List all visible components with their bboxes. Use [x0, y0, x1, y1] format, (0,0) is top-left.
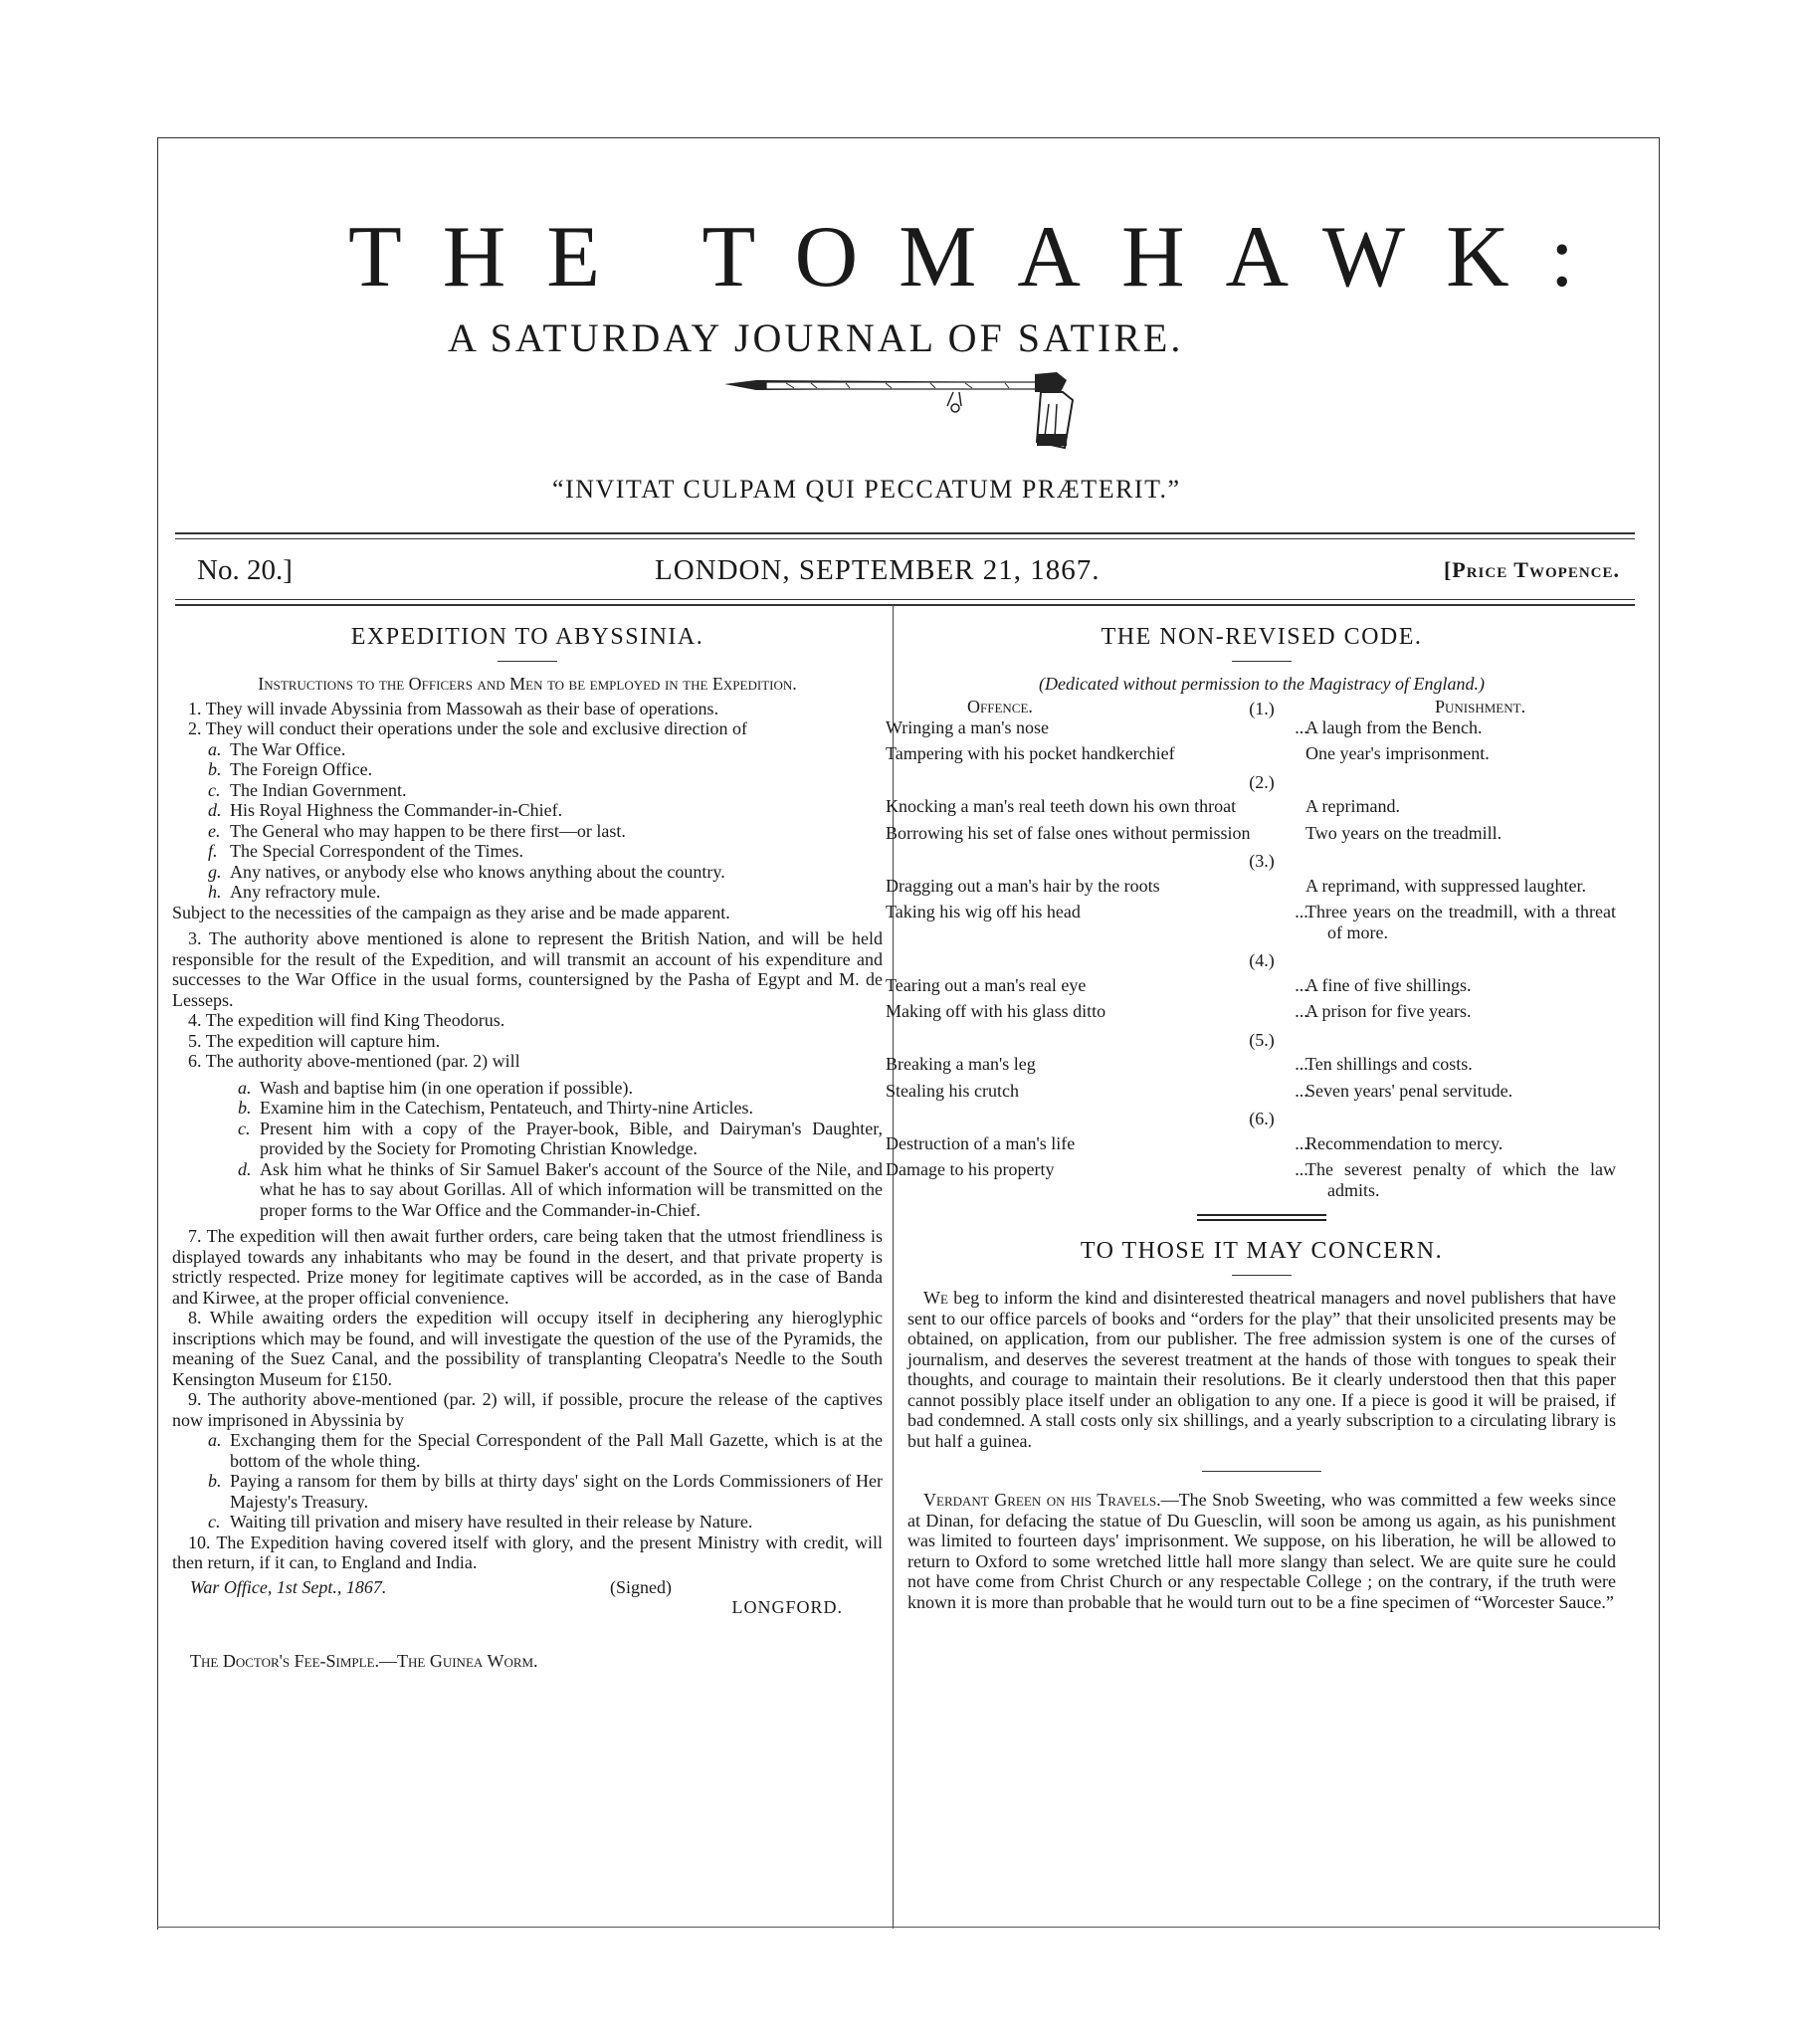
para-10: 10. The Expedition having covered itself with glory, and the present Ministry with credit, will then return, if it can, to England and India.	[172, 1532, 883, 1572]
punishment-text: Three years on the treadmill, with a threat of more.	[1305, 902, 1616, 942]
punishment-text: A fine of five shillings.	[1305, 974, 1472, 995]
bottom-rule	[157, 1927, 1660, 1928]
verdant-lead: Verdant Green on his Travels.	[923, 1490, 1161, 1510]
list-item-key: f.	[208, 841, 218, 861]
table-row	[907, 876, 1616, 897]
right-column	[886, 623, 1616, 1612]
signature-block	[172, 1577, 883, 1621]
punishment-text: Ten shillings and costs.	[1305, 1054, 1473, 1074]
offence-cell	[886, 902, 1276, 942]
table-row	[907, 1001, 1616, 1022]
table-row	[907, 975, 1616, 996]
list-item-key: b.	[208, 1471, 222, 1491]
list-item-key: d.	[238, 1158, 252, 1179]
punishment-cell	[1305, 1159, 1616, 1200]
punishment-text: Seven years' penal servitude.	[1305, 1080, 1513, 1101]
list-item-text: The Foreign Office.	[230, 759, 373, 779]
issue-number: No. 20.]	[197, 554, 293, 586]
double-rule	[1197, 1214, 1326, 1221]
article-heading-concern: TO THOSE IT MAY CONCERN.	[1080, 1238, 1444, 1264]
leader-cell: ...	[1295, 1080, 1308, 1101]
code-sections	[886, 697, 1616, 1201]
offence-cell	[886, 1054, 1276, 1075]
offence-text: Destruction of a man's life	[886, 1132, 1076, 1153]
offence-cell	[886, 716, 1276, 738]
list-item-key: h.	[208, 882, 222, 902]
code-table	[886, 1132, 1616, 1201]
subject-note: Subject to the necessities of the campaign as they arise and be made apparent.	[172, 902, 730, 922]
list-item-text: The Indian Government.	[230, 779, 407, 800]
offence-text: Damage to his property	[886, 1159, 1055, 1179]
punishment-cell	[1305, 716, 1616, 738]
signature-name: LONGFORD.	[731, 1596, 843, 1617]
punishment-cell	[1305, 974, 1616, 996]
list-item-key: d.	[208, 800, 222, 820]
list-item-key: c.	[238, 1118, 251, 1138]
leader-cell: ...	[1295, 974, 1308, 995]
punishment-cell	[1305, 796, 1616, 817]
offence-cell	[886, 1001, 1276, 1022]
table-row	[907, 717, 1616, 738]
para-7: 7. The expedition will then await further orders, care being taken that the utmost friendliness is displayed towards any inhabitants who may be found in the desert, and that private property is strictly respected. Prize money for legitimate captives will be accorded, as in the case of Banda and Kirwee, at the proper official convenience.	[172, 1226, 883, 1308]
table-row	[907, 743, 1616, 764]
punishment-cell	[1305, 1054, 1616, 1075]
list-item	[172, 1119, 883, 1159]
punishment-cell	[1305, 1001, 1616, 1022]
list-item	[172, 780, 883, 801]
punishment-header: Punishment.	[1435, 697, 1526, 716]
list-item	[172, 1471, 883, 1512]
list-item-text: Examine him in the Catechism, Pentateuch, and Thirty-nine Articles.	[260, 1098, 754, 1118]
punishment-cell	[1305, 1080, 1616, 1102]
dateline-rule	[175, 604, 1635, 606]
leader-cell: ...	[1295, 716, 1308, 737]
top-rule-thin	[175, 538, 1635, 539]
punishment-cell	[1305, 875, 1616, 897]
offence-cell	[886, 1159, 1276, 1200]
offence-cell	[886, 1132, 1276, 1154]
table-row	[907, 1159, 1616, 1200]
list-item	[172, 1098, 883, 1119]
section-number: (1.)	[1249, 698, 1275, 718]
offence-text: Wringing a man's nose	[886, 716, 1049, 737]
list-item-key: a.	[208, 1430, 222, 1450]
list-item	[172, 821, 883, 842]
list-item-key: a.	[238, 1077, 252, 1098]
dateline-rule-thin	[175, 599, 1635, 600]
list-item-text: Waiting till privation and misery have resulted in their release by Nature.	[230, 1512, 753, 1532]
punishment-text: A reprimand.	[1305, 796, 1400, 816]
para-8: 8. While awaiting orders the expedition will occupy itself in deciphering any hieroglyphic inscriptions which may be found, and will investigate the question of the use of the Pyramids, the meaning of the Suez Canal, and the possibility of transplanting Cleopatra's Needle to the South Kensington Museum for £150.	[172, 1308, 883, 1389]
list-item-text: The War Office.	[230, 738, 346, 759]
para-6: 6. The authority above-mentioned (par. 2) will	[188, 1051, 520, 1071]
table-row	[907, 1133, 1616, 1154]
offence-text: Making off with his glass ditto	[886, 1001, 1106, 1021]
concern-body: beg to inform the kind and disinterested theatrical managers and novel publishers that have sent to our office parcels of books and “orders for the play” that their unsolicited presents may be obtained, on application, from our publisher. The free admission system is one of the curses of journalism, and deserves the severest treatment at the hands of those with tongues to speak their thoughts, and courage to maintain their resolutions. Be it clearly understood then that this paper cannot possibly place itself under an obligation to any one. If a piece is good it will be praised, if bad condemned. A stall costs only six shillings, and a yearly subscription to a circulating library is but half a guinea.	[907, 1288, 1616, 1451]
list-item	[172, 1078, 883, 1099]
code-table	[886, 716, 1616, 764]
list-item-key: c.	[208, 1512, 221, 1532]
table-row	[907, 823, 1616, 844]
punishment-text: One year's imprisonment.	[1305, 743, 1490, 763]
authority-list	[172, 739, 883, 903]
offence-text: Borrowing his set of false ones without permission	[886, 822, 1251, 843]
offence-text: Knocking a man's real teeth down his own throat	[886, 796, 1237, 816]
para-1: 1. They will invade Abyssinia from Massowah as their base of operations.	[188, 698, 719, 718]
verdant-body: —The Snob Sweeting, who was committed a few weeks since at Dinan, for defacing the statue of Du Guesclin, will soon be among us again, as his punishment was limited to fourteen days' imprisonment. We suppose, on his liberation, he will be allowed to return to Oxford to some wretched little hall more slangy than select. We are quite sure he could not have come from Christ Church or any respectable College ; on the contrary, if the truth were known it is more than probable that he would turn out to be a fine specimen of “Worcester Sauce.”	[907, 1490, 1616, 1612]
offence-text: Taking his wig off his head	[886, 902, 1081, 921]
offence-header: Offence.	[967, 697, 1033, 716]
list-item-text: Any natives, or anybody else who knows anything about the country.	[230, 861, 725, 882]
punishment-text: Recommendation to mercy.	[1305, 1132, 1504, 1153]
punishment-text: A reprimand, with suppressed laughter.	[1305, 875, 1586, 896]
punishment-text: A laugh from the Bench.	[1305, 716, 1483, 737]
instructions-heading: Instructions to the Officers and Men to be employed in the Expedition.	[258, 674, 797, 694]
doctors-fee-simple: The Doctor's Fee-Simple.—The Guinea Worm.	[190, 1650, 538, 1671]
masthead-title: THE TOMAHAWK:	[348, 209, 1616, 306]
list-item	[172, 1430, 883, 1471]
list-item-text: Wash and baptise him (in one operation if possible).	[260, 1077, 633, 1098]
punishment-cell	[1305, 743, 1616, 764]
list-item-text: Any refractory mule.	[230, 882, 381, 902]
issue-price: [Price Twopence.	[1443, 557, 1620, 582]
list-item-text: Ask him what he thinks of Sir Samuel Baker's account of the Source of the Nile, and what he has to say about Gorillas. All of which information will be transmitted on the proper forms to the War Office and the Commander-in-Chief.	[260, 1158, 883, 1220]
list-item-text: Exchanging them for the Special Correspondent of the Pall Mall Gazette, which is at the bottom of the whole thing.	[230, 1430, 883, 1471]
masthead-subtitle: A SATURDAY JOURNAL OF SATIRE.	[448, 315, 1184, 360]
code-table	[886, 796, 1616, 843]
list-item	[172, 882, 883, 903]
signature-place: War Office, 1st Sept., 1867.	[190, 1576, 387, 1597]
para-4: 4. The expedition will find King Theodorus.	[188, 1010, 505, 1030]
list-item-key: c.	[208, 779, 221, 800]
short-rule	[498, 661, 557, 662]
table-row	[907, 1054, 1616, 1075]
short-rule	[1232, 661, 1292, 662]
concern-lead: We	[923, 1288, 948, 1308]
offence-text: Tearing out a man's real eye	[886, 974, 1087, 995]
leader-cell: ...	[1295, 902, 1308, 921]
list-item-key: b.	[238, 1098, 252, 1118]
list-item	[172, 1159, 883, 1221]
offence-text: Breaking a man's leg	[886, 1054, 1036, 1074]
para-9: 9. The authority above-mentioned (par. 2) will, if possible, procure the release of the captives now imprisoned in Abyssinia by	[172, 1389, 883, 1430]
offence-text: Dragging out a man's hair by the roots	[886, 875, 1160, 896]
list-item	[172, 1512, 883, 1533]
para-5: 5. The expedition will capture him.	[188, 1030, 441, 1051]
list-item-key: b.	[208, 759, 222, 779]
list-item	[172, 800, 883, 821]
para-2: 2. They will conduct their operations under the sole and exclusive direction of	[188, 718, 748, 738]
task-list	[172, 1078, 883, 1221]
code-table	[886, 1054, 1616, 1101]
list-item-text: Paying a ransom for them by bills at thirty days' sight on the Lords Commissioners of Her Majesty's Treasury.	[230, 1471, 883, 1512]
list-item	[172, 739, 883, 760]
tomahawk-icon	[716, 370, 1114, 460]
list-item	[172, 841, 883, 862]
verdant-text	[907, 1490, 1616, 1612]
section-number: (2.)	[1249, 771, 1275, 792]
offence-cell	[886, 875, 1276, 897]
concern-text	[907, 1288, 1616, 1451]
leader-cell: ...	[1295, 1001, 1308, 1021]
offence-cell	[886, 822, 1276, 844]
list-item	[172, 862, 883, 883]
list-item	[172, 759, 883, 780]
list-item-key: g.	[208, 861, 222, 882]
punishment-cell	[1305, 1132, 1616, 1154]
section-number: (4.)	[1249, 950, 1275, 970]
offence-cell	[886, 743, 1276, 764]
article-heading-abyssinia: EXPEDITION TO ABYSSINIA.	[350, 624, 704, 650]
table-row	[907, 1081, 1616, 1102]
code-table	[886, 875, 1616, 943]
left-column	[172, 623, 883, 1671]
section-number: (6.)	[1249, 1109, 1275, 1128]
dedication: (Dedicated without permission to the Magistracy of England.)	[1039, 674, 1485, 694]
offence-text: Stealing his crutch	[886, 1080, 1019, 1101]
offence-cell	[886, 974, 1276, 996]
punishment-text: The severest penalty of which the law admits.	[1305, 1159, 1616, 1200]
release-list	[172, 1430, 883, 1533]
list-item-text: The Special Correspondent of the Times.	[230, 841, 523, 861]
leader-cell: ...	[1295, 1132, 1308, 1153]
list-item-text: His Royal Highness the Commander-in-Chief.	[230, 800, 563, 820]
section-number: (5.)	[1249, 1029, 1275, 1050]
punishment-text: A prison for five years.	[1305, 1001, 1472, 1021]
offence-cell	[886, 1080, 1276, 1102]
list-item-text: The General who may happen to be there first—or last.	[230, 820, 626, 841]
signature-signed: (Signed)	[610, 1576, 672, 1597]
table-row	[907, 902, 1616, 942]
code-table	[886, 974, 1616, 1022]
section-rule	[1202, 1471, 1321, 1472]
top-rule	[175, 532, 1635, 534]
issue-date: LONDON, SEPTEMBER 21, 1867.	[655, 554, 1101, 586]
leader-cell: ...	[1295, 1054, 1308, 1074]
punishment-cell	[1305, 822, 1616, 844]
table-row	[907, 796, 1616, 817]
list-item-text: Present him with a copy of the Prayer-book, Bible, and Dairyman's Daughter, provided by the Society for Promoting Christian Knowledge.	[260, 1118, 883, 1158]
leader-cell: ...	[1295, 1159, 1308, 1179]
list-item-key: e.	[208, 820, 221, 841]
section-number: (3.)	[1249, 851, 1275, 871]
offence-text: Tampering with his pocket handkerchief	[886, 743, 1175, 763]
masthead-motto: “INVITAT CULPAM QUI PECCATUM PRÆTERIT.”	[552, 475, 1181, 504]
short-rule	[1232, 1275, 1292, 1276]
list-item-key: a.	[208, 738, 222, 759]
para-3: 3. The authority above mentioned is alone to represent the British Nation, and will be held responsible for the result of the Expedition, and will transmit an account of his expenditure and successes to the War Office in the usual forms, countersigned by the Pasha of Egypt and M. de Lesseps.	[172, 928, 883, 1010]
dateline	[197, 550, 1620, 590]
article-heading-code: THE NON-REVISED CODE.	[1101, 624, 1423, 650]
punishment-cell	[1305, 902, 1616, 942]
offence-cell	[886, 796, 1276, 817]
punishment-text: Two years on the treadmill.	[1305, 822, 1503, 843]
